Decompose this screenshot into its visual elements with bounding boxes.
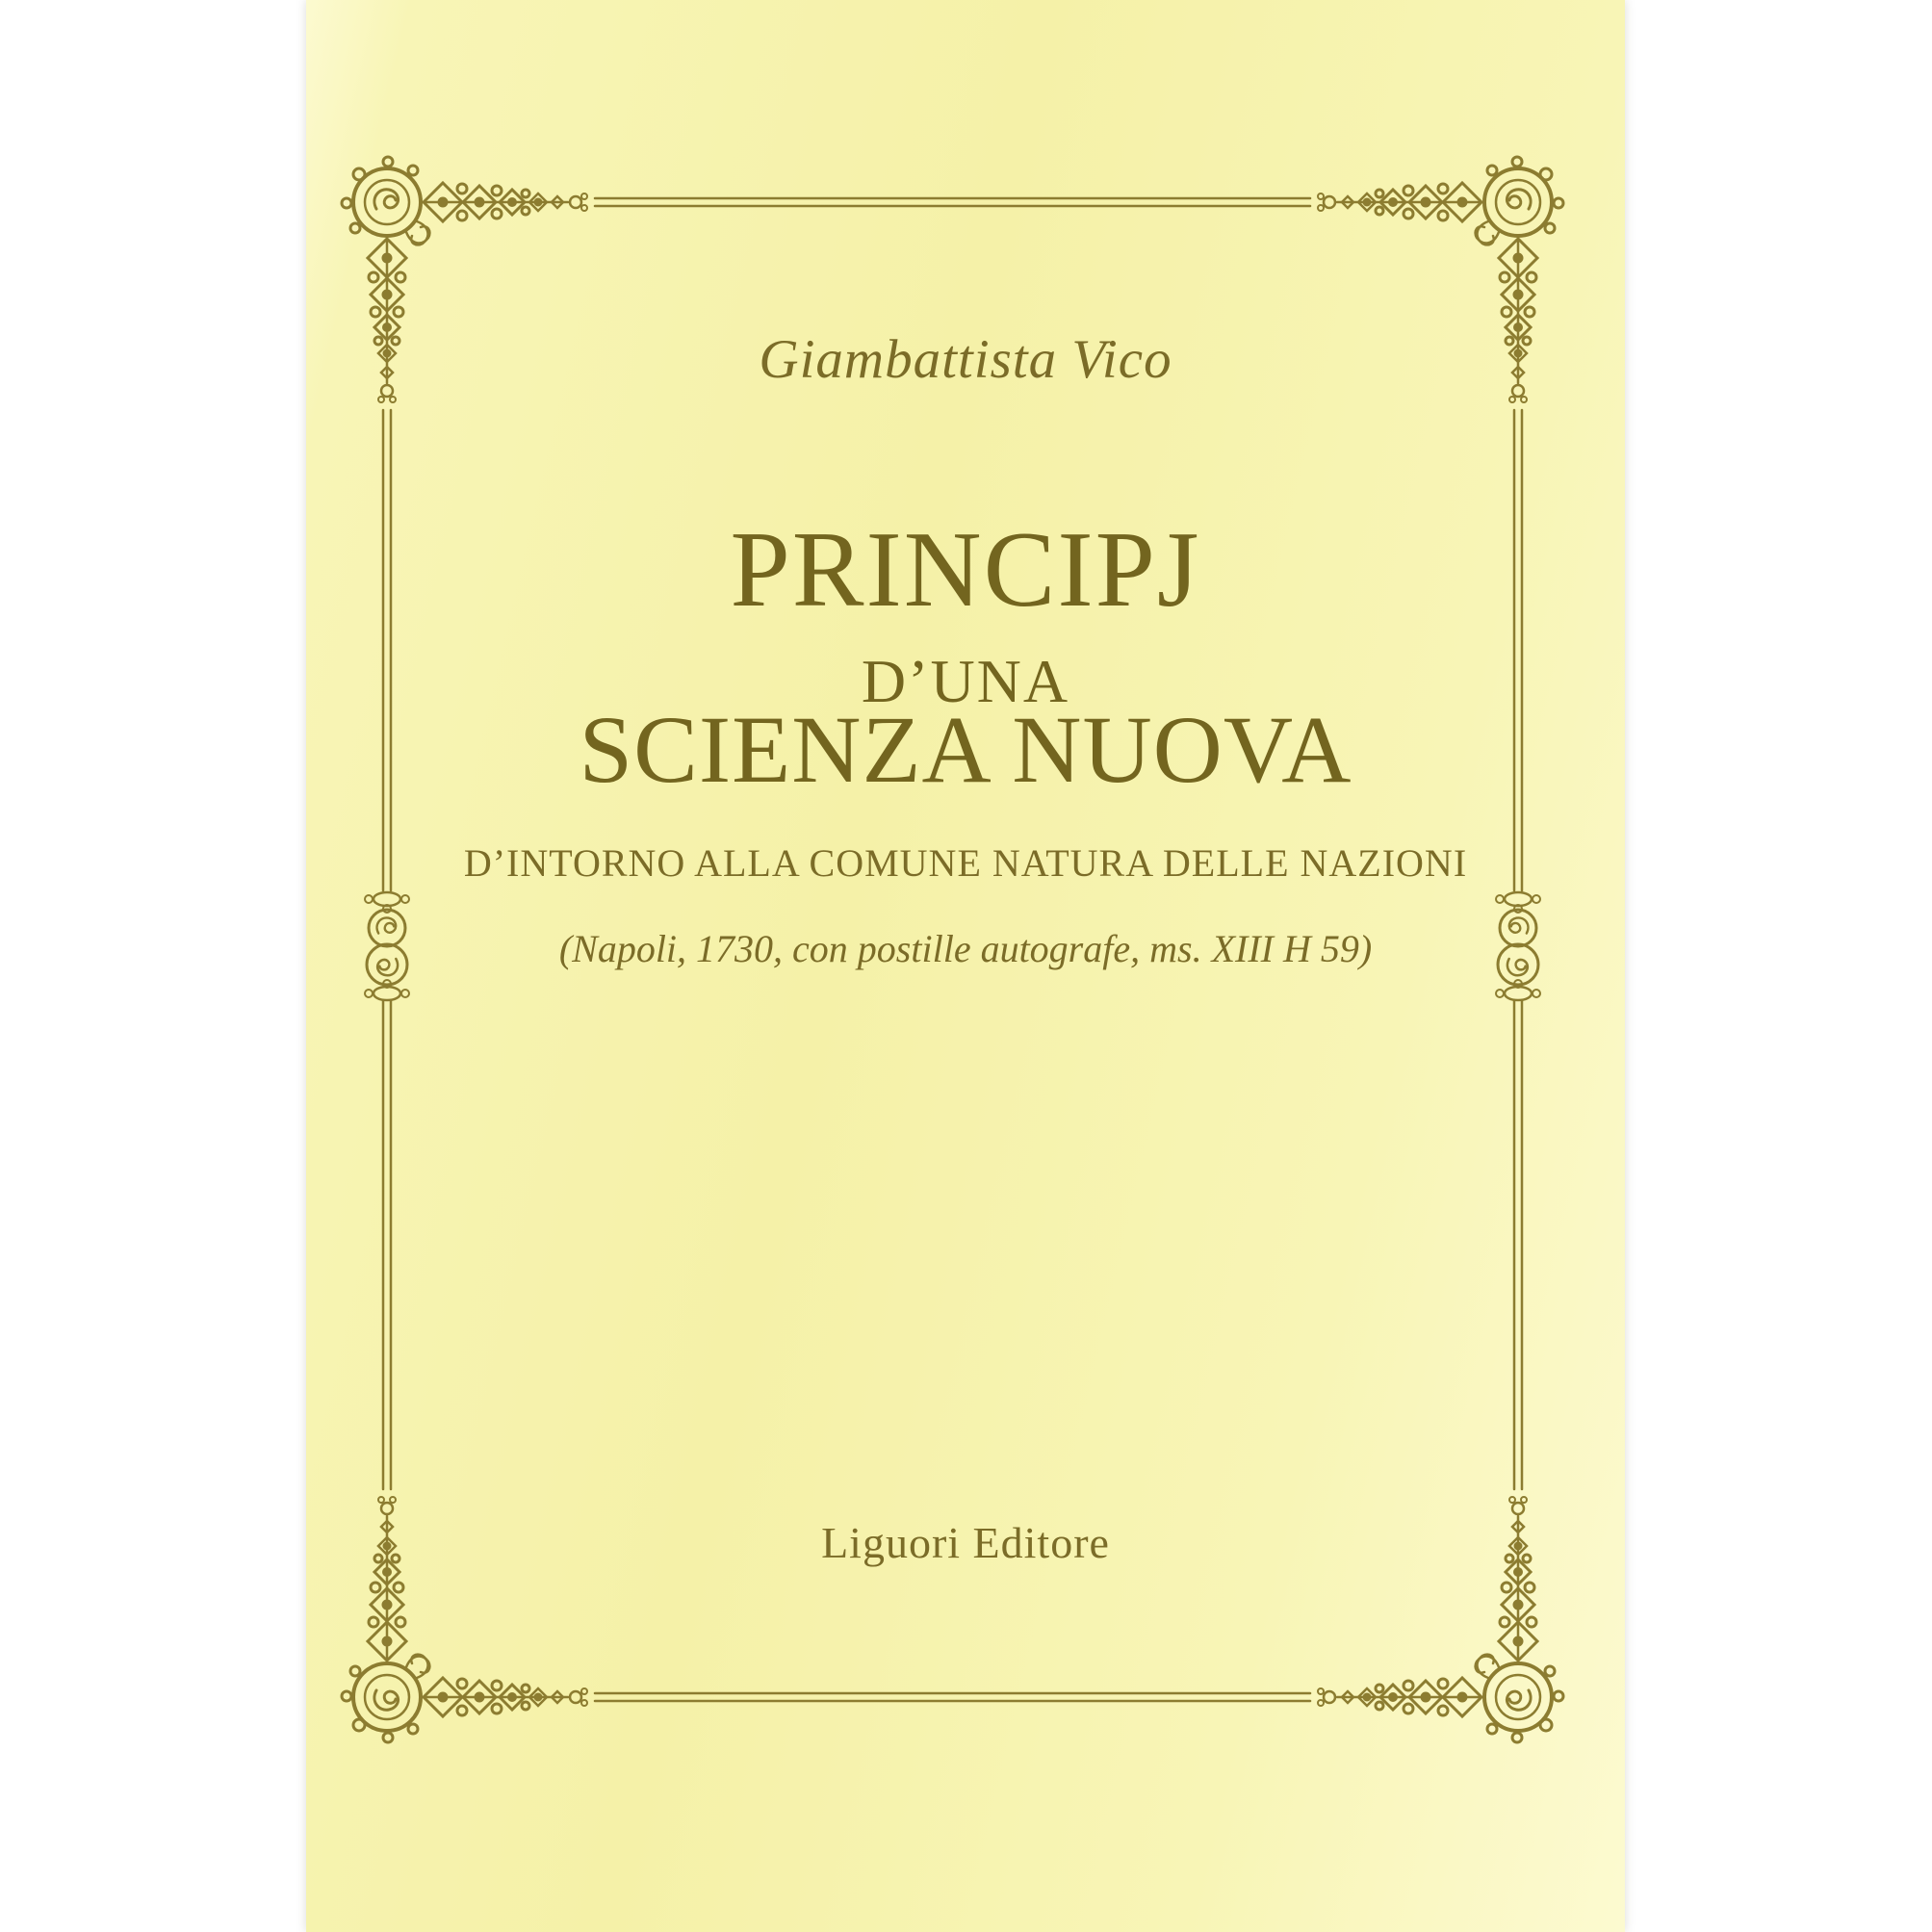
title-line-2: D’UNA xyxy=(861,647,1070,715)
author-name: Giambattista Vico xyxy=(759,329,1172,390)
edition-note: (Napoli, 1730, con postille autografe, ms. XIII H 59) xyxy=(558,927,1373,970)
book-cover xyxy=(306,0,1625,1932)
publisher-name: Liguori Editore xyxy=(821,1518,1110,1567)
title-line-1: PRINCIPJ xyxy=(730,510,1201,630)
title-line-3: SCIENZA NUOVA xyxy=(579,696,1352,803)
subtitle: D’INTORNO ALLA COMUNE NATURA DELLE NAZIONI xyxy=(463,841,1468,885)
